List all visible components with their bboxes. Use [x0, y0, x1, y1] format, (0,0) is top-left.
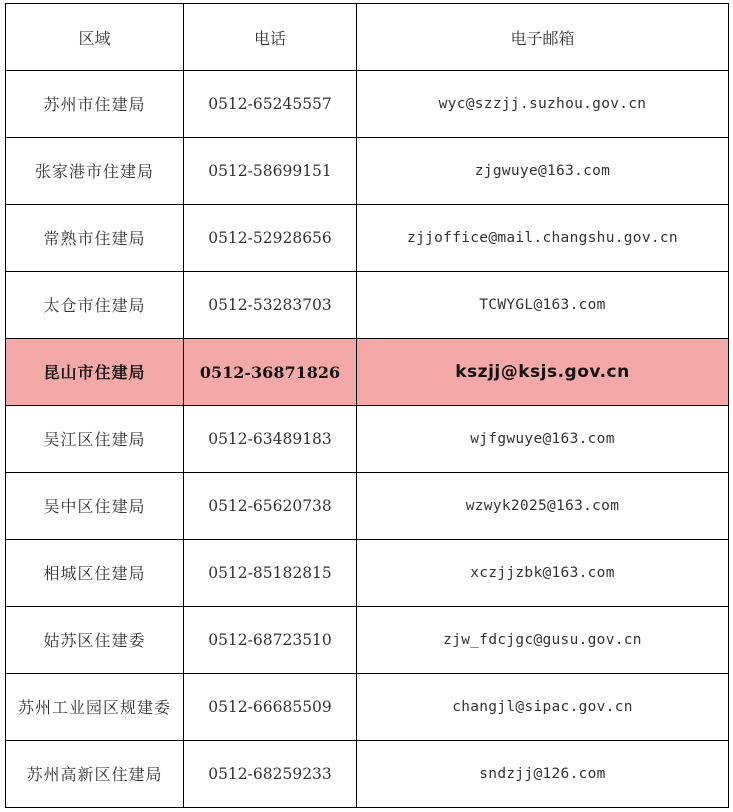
table-row [6, 272, 729, 339]
table-row [6, 607, 729, 674]
contact-table [5, 3, 729, 808]
region-cell: 昆山市住建局 [6, 339, 184, 406]
email-cell[interactable]: changjl@sipac.gov.cn [357, 674, 729, 741]
phone-cell: 0512-65245557 [184, 71, 357, 138]
region-cell: 张家港市住建局 [6, 138, 184, 205]
email-cell[interactable]: zjgwuye@163.com [357, 138, 729, 205]
phone-cell: 0512-53283703 [184, 272, 357, 339]
header-phone: 电话 [184, 4, 357, 71]
table-row [6, 741, 729, 808]
phone-cell: 0512-68259233 [184, 741, 357, 808]
table-row [6, 540, 729, 607]
phone-cell: 0512-68723510 [184, 607, 357, 674]
region-cell: 相城区住建局 [6, 540, 184, 607]
phone-cell: 0512-36871826 [184, 339, 357, 406]
region-cell: 吴中区住建局 [6, 473, 184, 540]
phone-cell: 0512-63489183 [184, 406, 357, 473]
header-email: 电子邮箱 [357, 4, 729, 71]
table-row [6, 674, 729, 741]
table-body [6, 71, 729, 808]
email-cell[interactable]: xczjjzbk@163.com [357, 540, 729, 607]
email-cell[interactable]: TCWYGL@163.com [357, 272, 729, 339]
email-cell[interactable]: wzwyk2025@163.com [357, 473, 729, 540]
email-cell[interactable]: wjfgwuye@163.com [357, 406, 729, 473]
table-row [6, 406, 729, 473]
header-region: 区域 [6, 4, 184, 71]
region-cell: 吴江区住建局 [6, 406, 184, 473]
phone-cell: 0512-58699151 [184, 138, 357, 205]
table-row [6, 71, 729, 138]
email-cell[interactable]: wyc@szzjj.suzhou.gov.cn [357, 71, 729, 138]
phone-cell: 0512-65620738 [184, 473, 357, 540]
region-cell: 苏州工业园区规建委 [6, 674, 184, 741]
table-row [6, 138, 729, 205]
region-cell: 苏州高新区住建局 [6, 741, 184, 808]
email-cell[interactable]: zjjoffice@mail.changshu.gov.cn [357, 205, 729, 272]
region-cell: 姑苏区住建委 [6, 607, 184, 674]
region-cell: 苏州市住建局 [6, 71, 184, 138]
phone-cell: 0512-52928656 [184, 205, 357, 272]
email-cell[interactable]: zjw_fdcjgc@gusu.gov.cn [357, 607, 729, 674]
table-row [6, 473, 729, 540]
phone-cell: 0512-66685509 [184, 674, 357, 741]
phone-cell: 0512-85182815 [184, 540, 357, 607]
region-cell: 常熟市住建局 [6, 205, 184, 272]
contact-table-container [5, 3, 729, 808]
table-row [6, 205, 729, 272]
table-row-highlighted [6, 339, 729, 406]
email-cell[interactable]: kszjj@ksjs.gov.cn [357, 339, 729, 406]
email-cell[interactable]: sndzjj@126.com [357, 741, 729, 808]
region-cell: 太仓市住建局 [6, 272, 184, 339]
table-header-row [6, 4, 729, 71]
